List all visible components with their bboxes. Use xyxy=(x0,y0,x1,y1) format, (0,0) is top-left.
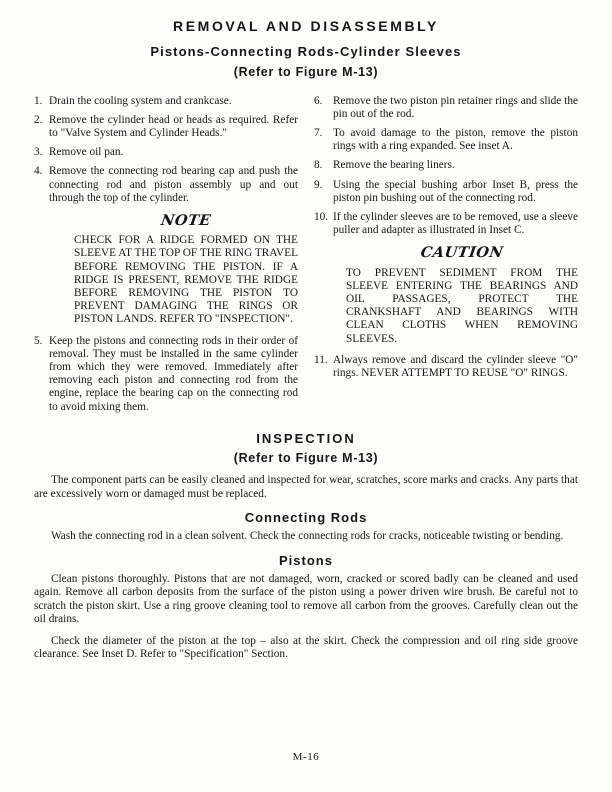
step-number: 5. xyxy=(34,334,43,347)
step-text: Remove the cylinder head or heads as required. Refer to "Valve System and Cylinder Heads." xyxy=(49,113,298,140)
page-header xyxy=(34,20,578,80)
step-item xyxy=(314,354,578,380)
step-text: Remove oil pan. xyxy=(49,146,124,159)
step-text: Remove the two piston pin retainer rings and slide the pin out of the rod. xyxy=(333,94,578,120)
step-number: 2. xyxy=(34,113,43,126)
pistons-paragraph-2: Check the diameter of the piston at the top – also at the skirt. Check the compression and oil ring side groove clearance. See Inset D. Refer to "Specification" Section. xyxy=(34,634,578,660)
note-body: CHECK FOR A RIDGE FORMED ON THE SLEEVE AT THE TOP OF THE RING TRAVEL BEFORE REMOVING THE PISTON. IF A RIDGE IS PRESENT, REMOVE THE RIDGE BEFORE REMOVING THE PISTON TO PREVENT DAMAGING THE RINGS OR PISTON LANDS. REFER TO "INSPECTION". xyxy=(74,234,298,326)
right-column xyxy=(314,95,578,420)
connecting-rods-paragraph: Wash the connecting rod in a clean solvent. Check the connecting rods for cracks, noticeable twisting or bending. xyxy=(51,530,564,543)
step-text: Keep the pistons and connecting rods in their order of removal. They must be installed in the same cylinder from which they were removed. Immediately after removing each piston and connecting rod from the engine, replace the bearing cap on the connecting rod to avoid mixing them. xyxy=(49,334,298,413)
pistons-paragraph-1: Clean pistons thoroughly. Pistons that are not damaged, worn, cracked or scored badly can be cleaned and used again. Remove all carbon deposits from the surface of the piston using a power driven wire brush. Be careful not to scratch the piston skirt. Use a ring groove cleaning tool to remove all carbon from the grooves. Carefully clean out the oil drains. xyxy=(34,572,578,626)
inspection-paragraph: The component parts can be easily cleaned and inspected for wear, scratches, score marks and cracks. Any parts that are excessively worn or damaged must be replaced. xyxy=(34,474,578,500)
step-text: Remove the bearing liners. xyxy=(333,159,455,172)
step-number: 1. xyxy=(34,94,43,107)
caution-body: TO PREVENT SEDIMENT FROM THE SLEEVE ENTERING THE BEARINGS AND OIL PASSAGES, PROTECT THE CRANKSHAFT AND BEARINGS WITH CLEAN CLOTHS WHEN REMOVING SLEEVES. xyxy=(346,266,578,345)
step-text: Remove the connecting rod bearing cap and push the connecting rod and piston assembly up and out through the top of the cylinder. xyxy=(49,165,298,204)
step-item xyxy=(314,211,578,237)
step-item xyxy=(314,159,578,172)
caution-heading: CAUTION xyxy=(419,244,505,262)
step-item xyxy=(314,127,578,153)
step-number: 4. xyxy=(34,165,43,178)
inspection-title: INSPECTION xyxy=(256,430,356,446)
step-item xyxy=(314,95,578,121)
step-text: Using the special bushing arbor Inset B, press the piston pin bushing out of the connecting rod. xyxy=(333,178,578,204)
two-column-body xyxy=(34,95,578,420)
step-number: 3. xyxy=(34,146,43,159)
step-number: 9. xyxy=(314,178,323,191)
section-subtitle: Pistons-Connecting Rods-Cylinder Sleeves xyxy=(150,44,462,60)
step-number: 7. xyxy=(314,127,323,140)
step-number: 8. xyxy=(314,159,323,172)
step-text: Drain the cooling system and crankcase. xyxy=(49,94,232,107)
step-item xyxy=(34,95,298,108)
inspection-figure-reference: (Refer to Figure M-13) xyxy=(233,451,379,466)
step-text: If the cylinder sleeves are to be removed, use a sleeve puller and adapter as illustrated in Inset C. xyxy=(333,211,578,237)
step-item xyxy=(34,114,298,140)
figure-reference: (Refer to Figure M-13) xyxy=(233,65,379,80)
step-number: 10. xyxy=(314,211,329,224)
left-column xyxy=(34,95,298,420)
step-item xyxy=(34,165,298,205)
inspection-section xyxy=(34,432,578,661)
step-item xyxy=(314,179,578,205)
step-number: 11. xyxy=(314,353,328,366)
step-text: Always remove and discard the cylinder sleeve "O" rings. NEVER ATTEMPT TO REUSE "O" RINGS. xyxy=(333,353,578,380)
pistons-title: Pistons xyxy=(279,552,333,568)
section-title: REMOVAL AND DISASSEMBLY xyxy=(173,18,439,34)
step-item xyxy=(34,335,298,414)
step-item xyxy=(34,146,298,159)
step-number: 6. xyxy=(314,94,323,107)
step-text: To avoid damage to the piston, remove the piston rings with a ring expanded. See inset A. xyxy=(333,127,578,153)
connecting-rods-title: Connecting Rods xyxy=(244,510,368,526)
note-heading: NOTE xyxy=(159,212,213,230)
page-number: M-16 xyxy=(292,750,320,763)
